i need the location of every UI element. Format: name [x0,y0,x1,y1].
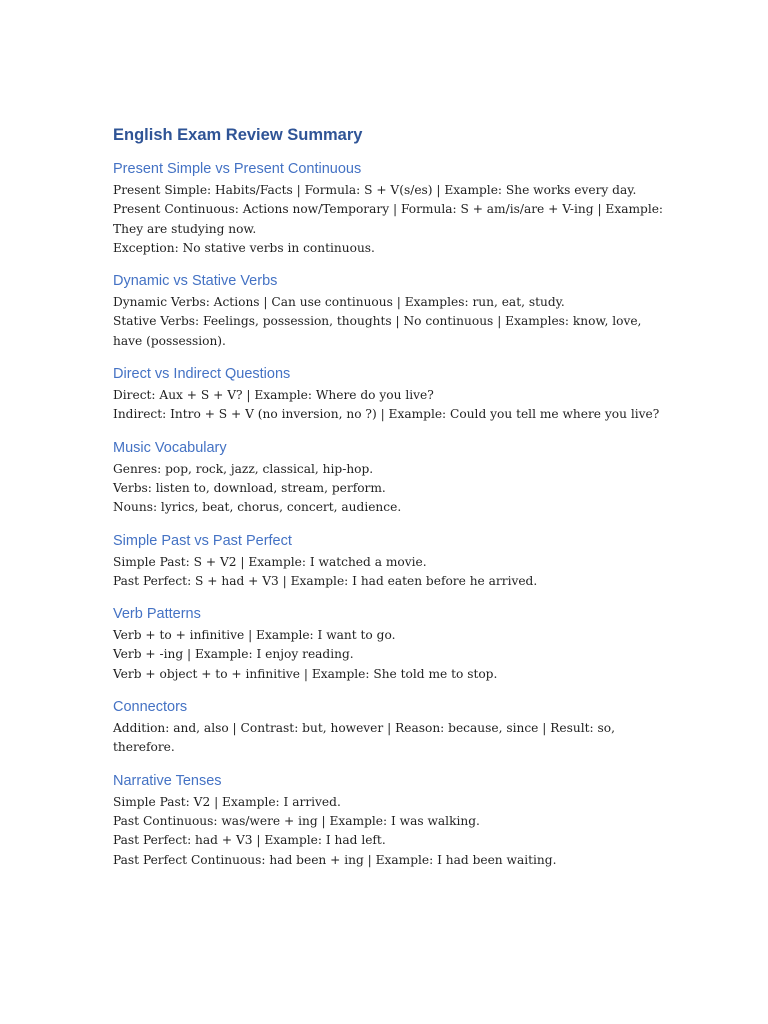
section-heading: Dynamic vs Stative Verbs [113,273,278,290]
section-line: Simple Past: S + V2 | Example: I watched a movie. [113,554,427,569]
section-direct-vs-indirect-questions [113,364,673,425]
section-narrative-tenses [113,771,673,870]
section-verb-patterns [113,604,673,684]
section-heading: Present Simple vs Present Continuous [113,161,362,177]
section-present-simple-vs-continuous [113,159,673,258]
section-line: Past Perfect: S + had + V3 | Example: I had eaten before he arrived. [113,573,538,588]
section-line: Present Simple: Habits/Facts | Formula: S + V(s/es) | Example: She works every day. [113,183,637,197]
section-line: Verb + to + infinitive | Example: I want to go. [113,628,396,643]
section-heading: Connectors [113,699,188,716]
section-line: Indirect: Intro + S + V (no inversion, no ?) | Example: Could you tell me where you live? [113,407,660,422]
section-music-vocabulary [113,438,673,518]
section-heading: Simple Past vs Past Perfect [113,532,292,549]
section-line: Nouns: lyrics, beat, chorus, concert, audience. [113,500,402,515]
section-line: Addition: and, also | Contrast: but, however | Reason: because, since | Result: so, therefore. [113,721,615,755]
section-heading: Narrative Tenses [113,772,222,789]
section-line: Past Continuous: was/were + ing | Example: I was walking. [113,813,480,828]
section-heading: Direct vs Indirect Questions [113,366,291,383]
section-dynamic-vs-stative [113,271,673,351]
document-page [113,124,673,870]
section-line: Dynamic Verbs: Actions | Can use continuous | Examples: run, eat, study. [113,295,565,310]
section-line: Exception: No stative verbs in continuous. [113,240,375,255]
section-line: Verbs: listen to, download, stream, perform. [113,480,386,495]
section-line: Past Perfect Continuous: had been + ing | Example: I had been waiting. [113,852,557,867]
section-heading: Verb Patterns [113,606,201,623]
section-line: Verb + object + to + infinitive | Example: She told me to stop. [113,666,498,681]
section-line: Present Continuous: Actions now/Temporary | Formula: S + am/is/are + V-ing | Example: They are studying now. [113,202,664,236]
section-line: Verb + -ing | Example: I enjoy reading. [113,647,354,662]
section-line: Stative Verbs: Feelings, possession, thoughts | No continuous | Examples: know, love, have (possession). [113,314,642,348]
section-heading: Music Vocabulary [113,439,227,456]
section-simple-past-vs-past-perfect [113,531,673,592]
section-connectors [113,697,673,758]
section-line: Genres: pop, rock, jazz, classical, hip-hop. [113,461,374,476]
section-line: Direct: Aux + S + V? | Example: Where do you live? [113,388,434,403]
document-title: English Exam Review Summary [113,126,363,144]
section-line: Past Perfect: had + V3 | Example: I had left. [113,833,386,848]
section-line: Simple Past: V2 | Example: I arrived. [113,794,341,809]
